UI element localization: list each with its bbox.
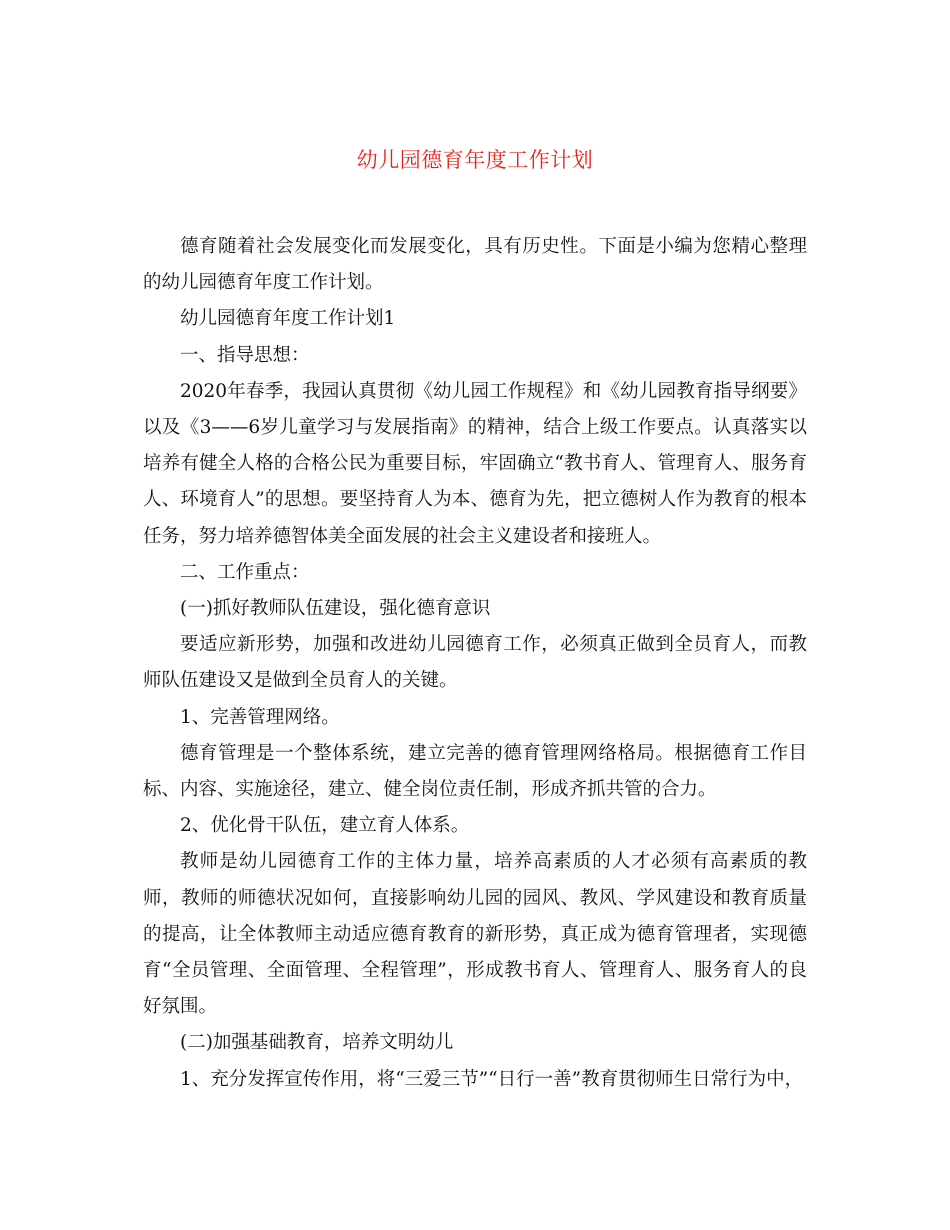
document-title: 幼儿园德育年度工作计划 [356, 148, 594, 172]
paragraph-item-2-heading: 2、优化骨干队伍，建立育人体系。 [180, 815, 470, 837]
paragraph-item-1-heading: 1、完善管理网络。 [180, 706, 340, 728]
paragraph-intro: 德育随着社会发展变化而发展变化，具有历史性。下面是小编为您精心整理的幼儿园德育年度工作计划。 [143, 236, 807, 294]
paragraph-subsection-2-heading: (二)加强基础教育，培养文明幼儿 [180, 1032, 454, 1054]
paragraph-section-2-heading: 二、工作重点： [180, 561, 310, 583]
paragraph-guiding-ideology: 2020年春季，我园认真贯彻《幼儿园工作规程》和《幼儿园教育指导纲要》以及《3——6岁儿童学习与发展指南》的精神，结合上级工作要点。认真落实以培养有健全人格的合格公民为重要目标，牢固确立“教书育人、管理育人、服务育人、环境育人”的思想。要坚持育人为本、德育为先，把立德树人作为教育的根本任务，努力培养德智体美全面发展的社会主义建设者和接班人。 [143, 380, 807, 547]
paragraph-teacher-role: 教师是幼儿园德育工作的主体力量，培养高素质的人才必须有高素质的教师，教师的师德状况如何，直接影响幼儿园的园风、教风、学风建设和教育质量的提高，让全体教师主动适应德育教育的新形势，真正成为德育管理者，实现德育“全员管理、全面管理、全程管理”，形成教书育人、管理育人、服务育人的良好氛围。 [143, 851, 807, 1018]
paragraph-subsection-1-heading: (一)抓好教师队伍建设，强化德育意识 [180, 598, 491, 620]
paragraph-management-network: 德育管理是一个整体系统，建立完善的德育管理网络格局。根据德育工作目标、内容、实施途径，建立、健全岗位责任制，形成齐抓共管的合力。 [143, 742, 807, 801]
paragraph-section-1-heading: 一、指导思想： [180, 344, 310, 366]
document-body [143, 229, 807, 1098]
paragraph-teacher-team: 要适应新形势，加强和改进幼儿园德育工作，必须真正做到全员育人，而教师队伍建设又是做到全员育人的关键。 [143, 634, 807, 692]
paragraph-plan-heading: 幼儿园德育年度工作计划1 [180, 308, 396, 330]
paragraph-publicity: 1、充分发挥宣传作用，将“三爱三节”“日行一善”教育贯彻师生日常行为中， [180, 1068, 804, 1090]
